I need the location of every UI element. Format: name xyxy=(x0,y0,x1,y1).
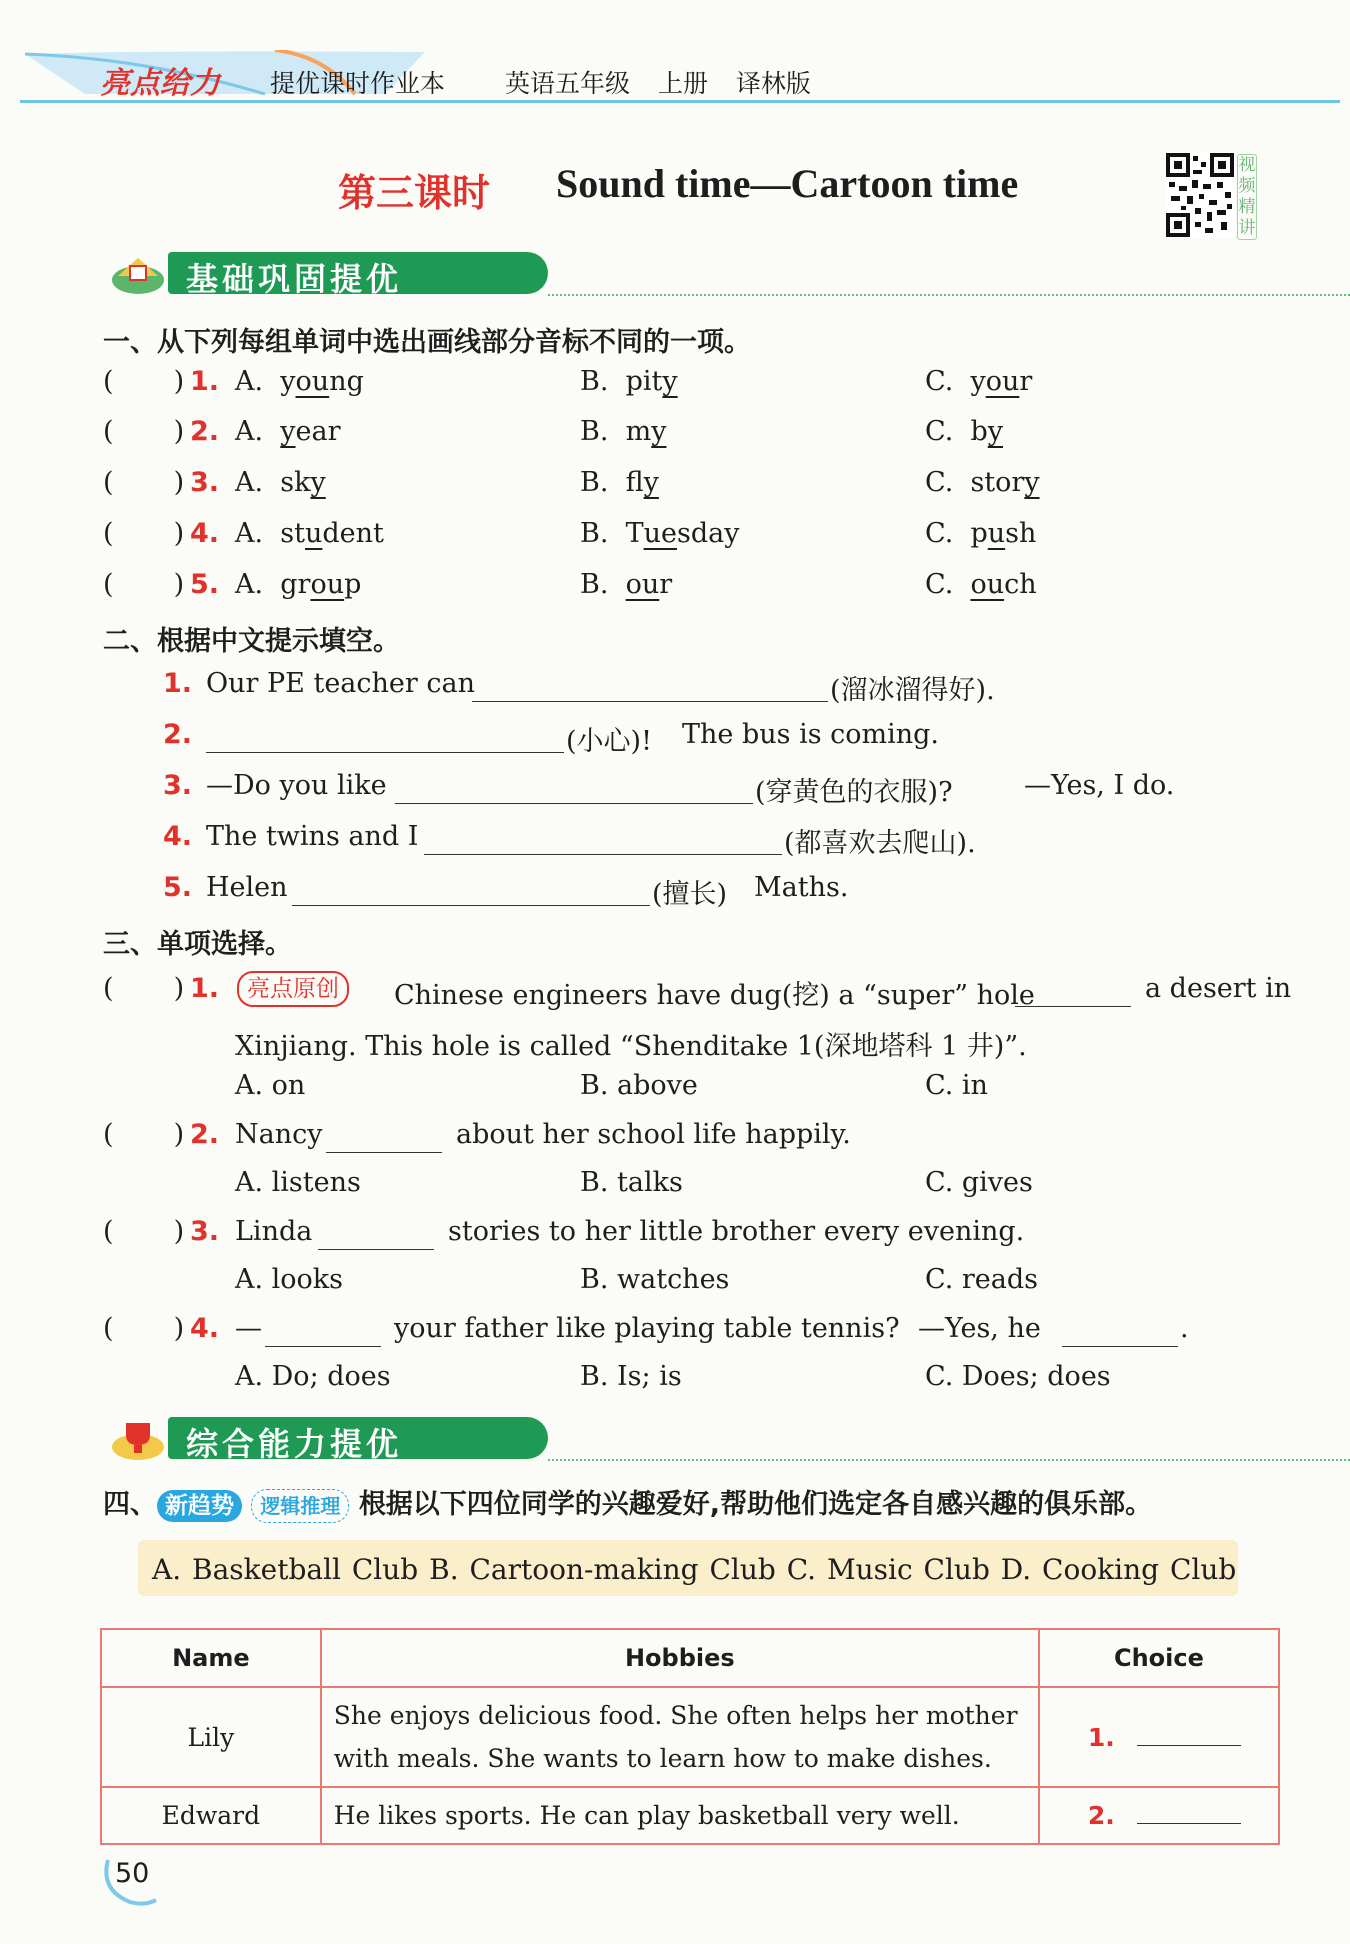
fill-blank-3[interactable] xyxy=(395,802,753,804)
grade-info: 英语五年级 上册 译林版 xyxy=(505,69,811,98)
answer-bracket[interactable]: ( ) xyxy=(103,1313,185,1344)
underlined-letters: y xyxy=(1024,467,1040,498)
option-c[interactable]: C. push xyxy=(925,518,1037,549)
book-name: 提优课时作业本 xyxy=(270,69,446,98)
underlined-letters: ou xyxy=(985,366,1020,397)
page-number: 50 xyxy=(115,1858,150,1889)
header-name: Name xyxy=(101,1629,321,1687)
qr-video-label: 视频精讲 xyxy=(1238,155,1256,238)
choice-blank-1[interactable] xyxy=(1137,1744,1241,1746)
choice-cell[interactable]: 2. xyxy=(1039,1787,1279,1844)
section-banner-comprehensive xyxy=(108,1415,1278,1461)
fill-blank-1[interactable] xyxy=(472,700,828,702)
underlined-letters: y xyxy=(987,416,1004,447)
option-a[interactable]: A. young xyxy=(235,366,364,397)
underlined-letters: y xyxy=(662,366,678,397)
option-b[interactable]: B. Tuesday xyxy=(580,518,740,549)
option-c[interactable]: C. in xyxy=(925,1070,988,1101)
mc-blank-3[interactable] xyxy=(318,1248,434,1250)
option-b[interactable]: B. talks xyxy=(580,1167,683,1198)
option-c[interactable]: C. by xyxy=(925,416,1004,447)
underlined-letters: ue xyxy=(643,518,677,549)
part3-heading: 三、单项选择。 xyxy=(103,929,292,960)
fill-blank-4[interactable] xyxy=(424,853,782,855)
underlined-letters: y xyxy=(280,416,296,447)
logic-tag: 逻辑推理 xyxy=(251,1489,349,1523)
option-b[interactable]: B. pity xyxy=(580,366,678,397)
part4-prefix: 四、 xyxy=(103,1489,157,1520)
underlined-letters: ou xyxy=(625,569,660,600)
student-hobby: She enjoys delicious food. She often helps her mother with meals. She wants to learn how to make dishes. xyxy=(321,1687,1039,1787)
part2-heading: 二、根据中文提示填空。 xyxy=(103,626,400,657)
part1-heading: 一、从下列每组单词中选出画线部分音标不同的一项。 xyxy=(103,327,751,358)
answer-bracket[interactable]: ( ) xyxy=(103,973,185,1004)
table-row xyxy=(101,1687,1279,1787)
underlined-letters: ou xyxy=(295,366,330,397)
new-trend-tag: 新趋势 xyxy=(157,1490,242,1522)
option-a[interactable]: A. on xyxy=(235,1070,306,1101)
student-name: Lily xyxy=(101,1687,321,1787)
qr-code[interactable] xyxy=(1165,152,1257,240)
section-banner-basic-text: 基础巩固提优 xyxy=(186,260,403,298)
answer-bracket[interactable]: ( ) xyxy=(103,1119,185,1150)
option-b[interactable]: B. above xyxy=(580,1070,698,1101)
option-b[interactable]: B. our xyxy=(580,569,673,600)
underlined-letters: ou xyxy=(310,569,345,600)
option-a[interactable]: A. looks xyxy=(235,1264,344,1295)
book-icon xyxy=(108,250,168,296)
answer-bracket[interactable]: ( ) xyxy=(103,416,185,447)
answer-bracket[interactable]: ( ) xyxy=(103,1216,185,1247)
section-banner-comprehensive-text: 综合能力提优 xyxy=(186,1425,403,1463)
club-options: A. Basketball Club B. Cartoon-making Club C. Music Club D. Cooking Club xyxy=(152,1553,1237,1586)
section-banner-basic xyxy=(108,250,1278,296)
mc-blank-4b[interactable] xyxy=(1062,1345,1178,1347)
underlined-letters: u xyxy=(304,518,323,549)
answer-bracket[interactable]: ( ) xyxy=(103,467,185,498)
option-a[interactable]: A. student xyxy=(235,518,384,549)
mc-blank-1[interactable] xyxy=(1015,1005,1131,1007)
trophy-icon xyxy=(108,1415,168,1461)
lesson-title-en: Sound time—Cartoon time xyxy=(556,161,1019,206)
underlined-letters: ou xyxy=(970,569,1005,600)
option-c[interactable]: C. your xyxy=(925,366,1033,397)
answer-bracket[interactable]: ( ) xyxy=(103,366,185,397)
option-c[interactable]: C. reads xyxy=(925,1264,1038,1295)
table-row xyxy=(101,1787,1279,1844)
option-a[interactable]: A. group xyxy=(235,569,362,600)
brand-logo: 亮点给力 xyxy=(100,66,220,101)
option-c[interactable]: C. gives xyxy=(925,1167,1033,1198)
option-a[interactable]: A. Do; does xyxy=(235,1361,391,1392)
table-header-row xyxy=(101,1629,1279,1687)
choice-cell[interactable]: 1. xyxy=(1039,1687,1279,1787)
answer-bracket[interactable]: ( ) xyxy=(103,569,185,600)
lesson-title-cn: 第三课时 xyxy=(338,170,491,215)
mc-blank-2[interactable] xyxy=(326,1151,442,1153)
underlined-letters: y xyxy=(643,467,659,498)
option-a[interactable]: A. sky xyxy=(235,467,326,498)
option-c[interactable]: C. Does; does xyxy=(925,1361,1111,1392)
choice-blank-2[interactable] xyxy=(1137,1822,1241,1824)
header-hobbies: Hobbies xyxy=(321,1629,1039,1687)
student-name: Edward xyxy=(101,1787,321,1844)
underlined-letters: y xyxy=(310,467,326,498)
option-b[interactable]: B. Is; is xyxy=(580,1361,682,1392)
header-choice: Choice xyxy=(1039,1629,1279,1687)
fill-blank-5[interactable] xyxy=(292,904,650,906)
part4-heading-row xyxy=(103,1482,1152,1523)
student-hobby: He likes sports. He can play basketball very well. xyxy=(321,1787,1039,1844)
option-b[interactable]: B. watches xyxy=(580,1264,730,1295)
answer-bracket[interactable]: ( ) xyxy=(103,518,185,549)
qr-code-icon xyxy=(1165,152,1235,238)
option-a[interactable]: A. year xyxy=(235,416,341,447)
underlined-letters: u xyxy=(987,518,1006,549)
option-a[interactable]: A. listens xyxy=(235,1167,361,1198)
option-c[interactable]: C. ouch xyxy=(925,569,1037,600)
option-b[interactable]: B. my xyxy=(580,416,667,447)
option-b[interactable]: B. fly xyxy=(580,467,659,498)
mc-blank-4a[interactable] xyxy=(265,1345,381,1347)
original-tag: 亮点原创 xyxy=(237,971,349,1007)
hobby-table xyxy=(100,1628,1280,1845)
underlined-letters: y xyxy=(651,416,667,447)
option-c[interactable]: C. story xyxy=(925,467,1040,498)
fill-blank-2[interactable] xyxy=(206,751,564,753)
part4-heading: 根据以下四位同学的兴趣爱好,帮助他们选定各自感兴趣的俱乐部。 xyxy=(358,1489,1153,1520)
